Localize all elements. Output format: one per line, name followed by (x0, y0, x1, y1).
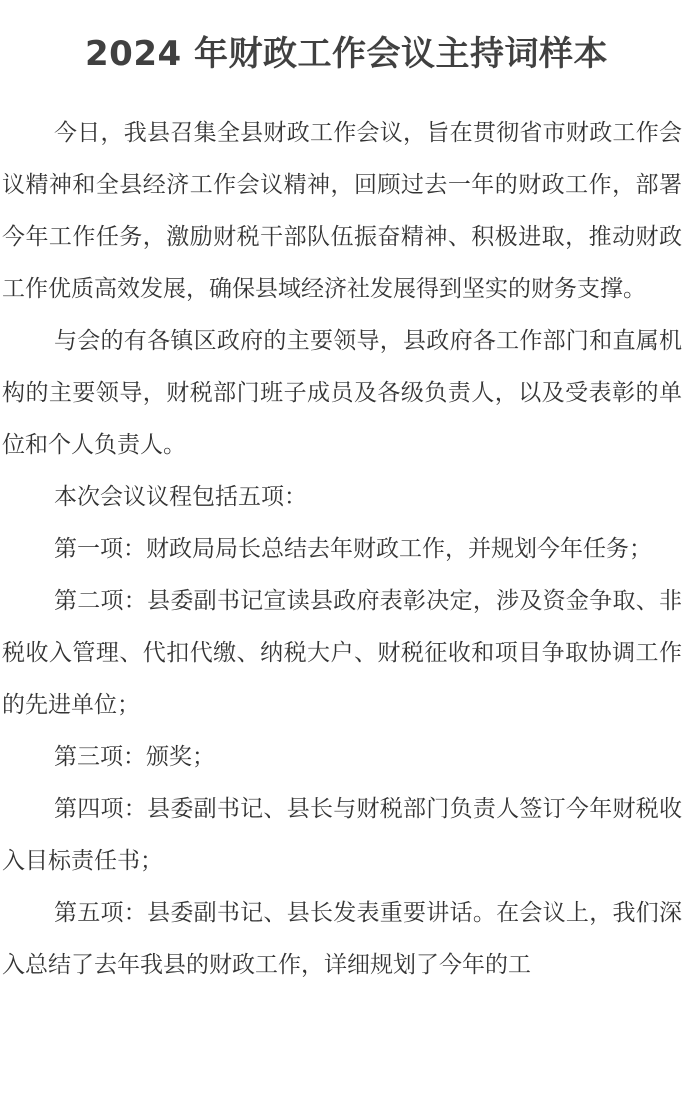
paragraph-agenda-item-2: 第二项：县委副书记宣读县政府表彰决定，涉及资金争取、非税收入管理、代扣代缴、纳税大户、财税征收和项目争取协调工作的先进单位； (2, 588, 682, 718)
paragraph-attendees: 与会的有各镇区政府的主要领导，县政府各工作部门和直属机构的主要领导，财税部门班子成员及各级负责人，以及受表彰的单位和个人负责人。 (2, 328, 682, 458)
paragraph-agenda-intro: 本次会议议程包括五项： (54, 484, 307, 510)
document-body (0, 107, 682, 991)
paragraph-agenda-item-5: 第五项：县委副书记、县长发表重要讲话。在会议上，我们深入总结了去年我县的财政工作，详细规划了今年的工 (2, 900, 682, 978)
paragraph-agenda-item-3: 第三项：颁奖； (54, 744, 215, 770)
paragraph-agenda-item-4: 第四项：县委副书记、县长与财税部门负责人签订今年财税收入目标责任书； (2, 796, 682, 874)
document-title: 2024 年财政工作会议主持词样本 (85, 34, 608, 74)
paragraph-intro: 今日，我县召集全县财政工作会议，旨在贯彻省市财政工作会议精神和全县经济工作会议精神，回顾过去一年的财政工作，部署今年工作任务，激励财税干部队伍振奋精神、积极进取，推动财政工作优质高效发展，确保县域经济社发展得到坚实的财务支撑。 (2, 120, 682, 302)
paragraph-agenda-item-1: 第一项：财政局局长总结去年财政工作，并规划今年任务； (54, 536, 652, 562)
